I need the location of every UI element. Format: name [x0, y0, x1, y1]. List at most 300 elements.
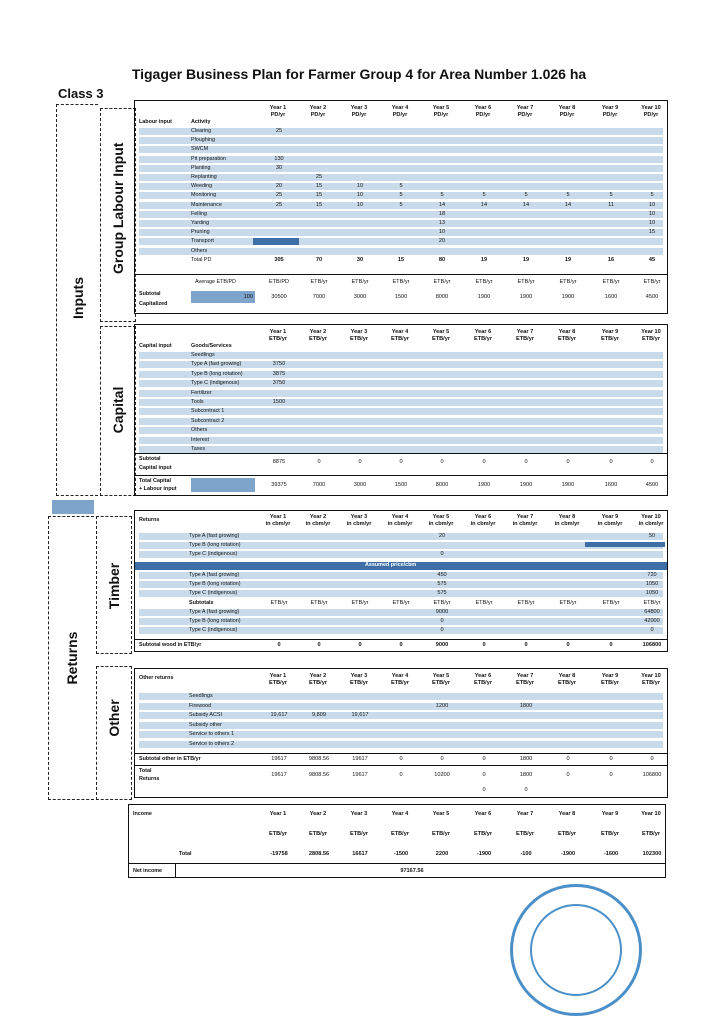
unit-header: ETB/yr [308, 336, 328, 342]
value-cell: 575 [437, 581, 447, 587]
activity-row-stripe [139, 165, 663, 172]
year-header: Year 7 [516, 673, 534, 679]
unit-cell: ETB/yr [351, 279, 369, 285]
value-cell: 18 [438, 210, 446, 217]
value-cell: 1600 [604, 482, 618, 488]
value-cell: 19617 [352, 756, 368, 762]
year-header: Year 10 [641, 105, 661, 111]
value-cell: 16617 [352, 851, 368, 857]
value-cell: 39375 [271, 482, 287, 488]
value-cell: 0 [609, 756, 613, 762]
year-header: Year 9 [601, 329, 619, 335]
value-cell: 0 [277, 642, 281, 648]
unit-header: PD/yr [475, 112, 491, 118]
value-cell: 1600 [604, 294, 618, 300]
year-header: Year 9 [601, 811, 619, 817]
timber-type-label: Type A (fast growing) [189, 533, 240, 539]
value-cell: 10200 [434, 772, 450, 778]
unit-header: ETB/yr [600, 831, 620, 837]
year-header: Year 3 [350, 514, 368, 520]
unit-cell: ETB/yr [392, 600, 410, 606]
unit-header: in cbm/yr [470, 521, 496, 527]
year-header: Year 6 [474, 673, 492, 679]
unit-header: ETB/yr [308, 680, 328, 686]
value-cell: 130 [274, 155, 284, 162]
value-cell: -100 [520, 851, 532, 857]
value-cell: -1600 [603, 851, 619, 857]
value-cell: 9808.56 [308, 772, 330, 778]
value-cell: 2200 [435, 851, 449, 857]
unit-header: in cbm/yr [512, 521, 538, 527]
separator-block [52, 500, 94, 514]
capital-item-label: Fertilizer [191, 389, 212, 396]
timber-label: Timber [106, 562, 122, 610]
year-header: Year 6 [474, 329, 492, 335]
value-cell: 1800 [519, 756, 533, 762]
value-cell: 305 [274, 256, 284, 263]
value-cell: 0 [482, 459, 486, 465]
value-cell: 50 [648, 533, 656, 539]
value-cell: 0 [399, 772, 403, 778]
unit-cell: ETB/yr [643, 600, 661, 606]
value-cell: 10 [356, 201, 364, 208]
value-cell: 10 [356, 192, 364, 199]
value-cell: 0 [482, 772, 486, 778]
activity-row-stripe [139, 174, 663, 181]
value-cell: 9,809 [312, 712, 326, 719]
activity-row-stripe [139, 238, 663, 245]
value-cell: 19617 [271, 756, 287, 762]
year-header: Year 5 [432, 105, 450, 111]
value-cell: 0 [482, 756, 486, 762]
total-label: Total [179, 851, 192, 857]
activity-label: SWCM [191, 146, 209, 153]
unit-header: ETB/yr [557, 831, 577, 837]
unit-header: PD/yr [517, 112, 533, 118]
year-header: Year 9 [601, 105, 619, 111]
timber-type-label: Type A (fast growing) [189, 609, 240, 615]
capital-item-label: Others [191, 427, 208, 434]
unit-cell: ETB/yr [517, 600, 535, 606]
unit-header: ETB/yr [390, 680, 410, 686]
value-cell: 5 [609, 192, 613, 199]
value-cell: 10 [356, 183, 364, 190]
year-header: Year 1 [269, 105, 287, 111]
unit-header: ETB/yr [515, 680, 535, 686]
total-label: Total [139, 768, 152, 774]
activity-row-stripe [139, 211, 663, 218]
value-cell: -1500 [393, 851, 409, 857]
value-cell: 106800 [642, 642, 662, 648]
capital-item-label: Tools [191, 399, 204, 405]
value-cell: 0 [358, 642, 362, 648]
value-cell: 1050 [645, 581, 659, 587]
value-cell: 9808.56 [308, 756, 330, 762]
value-cell: 0 [317, 642, 321, 648]
value-cell: 0 [566, 756, 570, 762]
value-cell: 4500 [645, 482, 659, 488]
total-capital-label: Total Capital [139, 478, 171, 484]
year-header: Year 7 [516, 105, 534, 111]
unit-header: PD/yr [643, 112, 659, 118]
other-item-label: Seedlings [189, 693, 213, 699]
value-cell: 1900 [561, 294, 575, 300]
value-cell: 30 [275, 164, 283, 171]
value-cell: 575 [437, 590, 447, 596]
activity-label: Others [191, 247, 208, 254]
value-cell: 1050 [645, 590, 659, 596]
year-header: Year 2 [309, 811, 327, 817]
value-cell: 1500 [394, 482, 408, 488]
unit-header: in cbm/yr [638, 521, 664, 527]
value-cell: 0 [317, 459, 321, 465]
capital-row-stripe [139, 437, 663, 444]
capital-item-label: Subcontract 1 [191, 408, 225, 415]
unit-header: in cbm/yr [428, 521, 454, 527]
row-divider [129, 863, 665, 864]
value-cell: 0 [609, 459, 613, 465]
value-cell: 15 [397, 256, 405, 263]
activity-row-stripe [139, 137, 663, 144]
unit-header: in cbm/yr [305, 521, 331, 527]
value-cell: -1900 [476, 851, 492, 857]
labour-input-header: Labour input [139, 119, 172, 125]
income-table [128, 804, 666, 878]
unit-cell: ETB/yr [392, 279, 410, 285]
value-cell: -1900 [560, 851, 576, 857]
unit-header: ETB/yr [600, 680, 620, 686]
value-cell: 80 [438, 256, 446, 263]
value-cell: 30500 [271, 294, 287, 300]
unit-header: ETB/yr [641, 336, 661, 342]
value-cell: 5 [399, 192, 403, 199]
value-cell: 19,617 [351, 712, 369, 719]
value-cell: 5 [566, 192, 570, 199]
unit-header: ETB/yr [641, 831, 661, 837]
value-cell: 70 [315, 256, 323, 263]
unit-cell: ETB/yr [310, 279, 328, 285]
activity-row-stripe [139, 128, 663, 135]
value-cell: 8875 [272, 459, 286, 465]
average-etb-label: Average ETB/PD [195, 279, 236, 285]
value-cell: 3750 [272, 380, 286, 387]
row-divider [135, 274, 667, 275]
other-row-stripe [139, 703, 663, 710]
value-cell: 19617 [352, 772, 368, 778]
year-header: Year 7 [516, 811, 534, 817]
value-cell: 8000 [435, 482, 449, 488]
year-header: Year 1 [269, 514, 287, 520]
value-cell: 5 [440, 192, 444, 199]
year-header: Year 5 [432, 514, 450, 520]
activity-row-stripe [139, 229, 663, 236]
other-item-label: Service to others 2 [189, 741, 234, 747]
value-cell: 8000 [435, 294, 449, 300]
year-header: Year 5 [432, 673, 450, 679]
goods-services-header: Goods/Services [191, 343, 232, 349]
value-cell: 1200 [435, 702, 449, 709]
activity-label: Felling [191, 210, 207, 217]
year-header: Year 6 [474, 105, 492, 111]
class-label: Class 3 [58, 86, 104, 101]
volume-bar [585, 542, 665, 547]
value-cell: 9000 [435, 609, 449, 615]
activity-label: Weeding [191, 183, 213, 190]
year-header: Year 2 [309, 514, 327, 520]
net-income-label: Net income [133, 868, 163, 874]
timber-type-label: Type B (long rotation) [189, 581, 241, 587]
year-header: Year 5 [432, 329, 450, 335]
unit-cell: ETB/yr [602, 279, 620, 285]
value-cell: 0 [524, 787, 528, 793]
net-income-divider [175, 863, 176, 877]
value-cell: 10 [648, 220, 656, 226]
capital-row-stripe [139, 390, 663, 397]
capitalized-label: Capitalized [139, 301, 168, 307]
value-cell: 19 [564, 256, 572, 263]
value-cell: 0 [566, 642, 570, 648]
unit-header: ETB/yr [268, 831, 288, 837]
activity-label: Monitoring [191, 192, 217, 199]
unit-header: ETB/yr [349, 680, 369, 686]
value-cell: 1800 [519, 772, 533, 778]
year-header: Year 6 [474, 514, 492, 520]
activity-header: Activity [191, 119, 211, 125]
unit-cell: ETB/yr [310, 600, 328, 606]
unit-header: PD/yr [392, 112, 408, 118]
capital-input-header: Capital input [139, 343, 172, 349]
value-cell: 450 [437, 572, 447, 578]
value-cell: 2808.56 [308, 851, 330, 857]
unit-cell: ETB/yr [643, 279, 661, 285]
capital-row-stripe [139, 399, 663, 406]
returns-label: Returns [64, 631, 80, 685]
value-cell: 25 [275, 201, 283, 208]
year-header: Year 2 [309, 673, 327, 679]
unit-header: ETB/yr [557, 336, 577, 342]
value-cell: 0 [399, 459, 403, 465]
timber-type-label: Type C (indigenous) [189, 551, 238, 557]
value-cell: 30 [356, 256, 364, 263]
unit-header: ETB/yr [390, 831, 410, 837]
other-label: Other [106, 699, 122, 737]
capital-table [134, 324, 668, 496]
unit-header: in cbm/yr [265, 521, 291, 527]
year-header: Year 1 [269, 329, 287, 335]
value-cell: 19 [480, 256, 488, 263]
year-header: Year 7 [516, 514, 534, 520]
year-header: Year 8 [558, 514, 576, 520]
transport-bar [253, 238, 299, 245]
row-divider [135, 753, 667, 754]
activity-label: Maintenance [191, 201, 222, 208]
value-cell: 0 [482, 787, 486, 793]
unit-header: ETB/yr [390, 336, 410, 342]
value-cell: 25 [275, 192, 283, 199]
value-cell: 25 [275, 128, 283, 134]
activity-row-stripe [139, 220, 663, 227]
value-cell: 42000 [644, 618, 660, 624]
unit-header: ETB/yr [473, 831, 493, 837]
activity-label: Replanting [191, 174, 217, 180]
row-divider [135, 453, 667, 454]
year-header: Year 10 [641, 811, 661, 817]
value-cell: 1800 [519, 702, 533, 709]
value-cell: 1900 [477, 294, 491, 300]
value-cell: 10 [438, 229, 446, 236]
value-cell: 0 [609, 772, 613, 778]
labour-input-label: + Labour input [139, 486, 177, 492]
unit-header: ETB/yr [600, 336, 620, 342]
value-cell: 1900 [561, 482, 575, 488]
capital-row-stripe [139, 446, 663, 453]
activity-label: Pit preparation [191, 155, 227, 162]
unit-header: PD/yr [559, 112, 575, 118]
value-cell: 3750 [272, 361, 286, 368]
value-cell: 14 [522, 201, 530, 208]
year-header: Year 1 [269, 811, 287, 817]
value-cell: 1500 [394, 294, 408, 300]
value-cell: 19617 [271, 772, 287, 778]
year-header: Year 3 [350, 105, 368, 111]
other-returns-table [134, 668, 668, 798]
value-cell: 0 [440, 627, 444, 633]
value-cell: 0 [399, 642, 403, 648]
capital-input-label: Capital input [139, 465, 172, 471]
capital-label: Capital [110, 386, 126, 434]
value-cell: 106800 [642, 772, 662, 778]
activity-label: Pruning [191, 229, 210, 236]
capital-item-label: Seedlings [191, 352, 215, 358]
value-cell: 5 [482, 192, 486, 199]
timber-type-label: Type B (long rotation) [189, 618, 241, 624]
activity-label: Total PD [191, 256, 212, 263]
unit-header: in cbm/yr [387, 521, 413, 527]
value-cell: 45 [648, 256, 656, 263]
year-header: Year 8 [558, 811, 576, 817]
value-cell: 0 [440, 551, 444, 557]
unit-header: ETB/yr [349, 336, 369, 342]
unit-cell: ETB/yr [270, 600, 288, 606]
value-cell: 20 [438, 533, 446, 539]
year-header: Year 6 [474, 811, 492, 817]
value-cell: 64800 [644, 609, 660, 615]
value-cell: 0 [440, 756, 444, 762]
year-header: Year 8 [558, 105, 576, 111]
unit-header: ETB/yr [431, 336, 451, 342]
total-capital-box [191, 478, 255, 492]
capital-row-stripe [139, 352, 663, 359]
value-cell: 0 [524, 642, 528, 648]
unit-header: in cbm/yr [597, 521, 623, 527]
year-header: Year 2 [309, 329, 327, 335]
capital-row-stripe [139, 427, 663, 434]
value-cell: 14 [564, 201, 572, 208]
timber-type-label: Type C (indigenous) [189, 590, 238, 596]
unit-cell: ETB/yr [475, 279, 493, 285]
year-header: Year 8 [558, 673, 576, 679]
other-row-stripe [139, 693, 663, 700]
year-header: Year 9 [601, 514, 619, 520]
unit-header: ETB/yr [473, 680, 493, 686]
unit-cell: ETB/yr [559, 279, 577, 285]
activity-label: Ploughing [191, 137, 215, 144]
value-cell: 3875 [272, 370, 286, 377]
labour-table [134, 100, 668, 314]
value-cell: 0 [482, 642, 486, 648]
value-cell: 10 [648, 201, 656, 208]
capital-item-label: Taxes [191, 446, 206, 452]
value-cell: 0 [399, 756, 403, 762]
year-header: Year 4 [391, 673, 409, 679]
unit-header: ETB/yr [515, 336, 535, 342]
value-cell: 3000 [353, 482, 367, 488]
activity-label: Planting [191, 164, 211, 171]
activity-row-stripe [139, 248, 663, 255]
value-cell: 1900 [477, 482, 491, 488]
year-header: Year 10 [641, 514, 661, 520]
year-header: Year 10 [641, 329, 661, 335]
other-item-label: Service to others 1 [189, 731, 234, 738]
other-item-label: Subsidy ACSI [189, 712, 222, 719]
value-cell: 19 [522, 256, 530, 263]
value-cell: 0 [650, 756, 654, 762]
value-cell: 10 [648, 210, 656, 217]
year-header: Year 10 [641, 673, 661, 679]
page-title: Tigager Business Plan for Farmer Group 4 for Area Number 1.026 ha [131, 66, 587, 82]
unit-header: ETB/yr [641, 680, 661, 686]
unit-header: ETB/yr [268, 680, 288, 686]
inputs-label: Inputs [70, 277, 86, 319]
value-cell: 0 [440, 618, 444, 624]
group-labour-label: Group Labour Input [110, 142, 126, 274]
value-cell: 0 [650, 627, 654, 633]
unit-cell: ETB/yr [475, 600, 493, 606]
unit-header: ETB/yr [557, 680, 577, 686]
value-cell: 20 [275, 183, 283, 190]
value-cell: 20 [438, 238, 446, 245]
income-label: Income [133, 811, 152, 817]
value-cell: 0 [566, 459, 570, 465]
year-header: Year 4 [391, 811, 409, 817]
row-divider [135, 765, 667, 766]
avg-etb-value: 100 [243, 294, 253, 300]
unit-header: PD/yr [270, 112, 286, 118]
unit-header: PD/yr [433, 112, 449, 118]
year-header: Year 4 [391, 105, 409, 111]
unit-header: PD/yr [602, 112, 618, 118]
value-cell: 19,617 [270, 712, 288, 719]
year-header: Year 3 [350, 329, 368, 335]
value-cell: 7000 [312, 294, 326, 300]
net-income-value: 97167.56 [400, 868, 424, 874]
value-cell: 11 [608, 201, 614, 208]
subtotal-wood-label: Subtotal wood in ETB/yr [139, 642, 202, 648]
unit-header: ETB/yr [268, 336, 288, 342]
year-header: Year 4 [391, 514, 409, 520]
row-divider [135, 475, 667, 476]
unit-cell: ETB/yr [517, 279, 535, 285]
year-header: Year 1 [269, 673, 287, 679]
value-cell: 9000 [435, 642, 449, 648]
unit-header: ETB/yr [431, 831, 451, 837]
year-header: Year 5 [432, 811, 450, 817]
value-cell: 15 [315, 183, 323, 190]
subtotal-label: Subtotal [139, 456, 161, 462]
value-cell: 0 [440, 459, 444, 465]
value-cell: 16 [607, 256, 615, 263]
year-header: Year 9 [601, 673, 619, 679]
